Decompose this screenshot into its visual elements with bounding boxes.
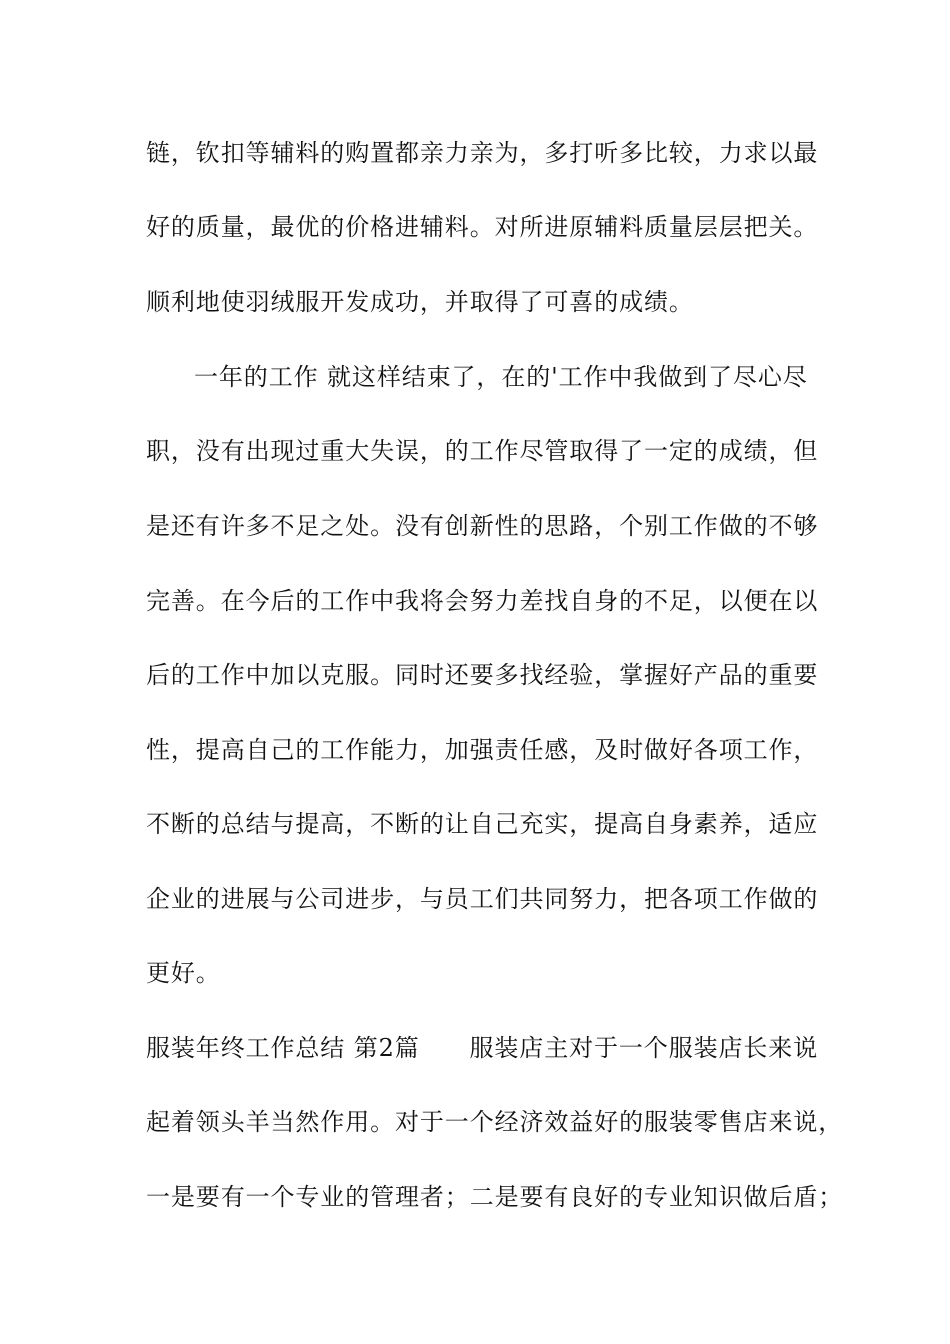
text-line-8: 后的工作中加以克服。同时还要多找经验，掌握好产品的重要: [146, 661, 819, 689]
text-line-12: 更好。: [146, 959, 221, 987]
text-line-4: 一年的工作 就这样结束了，在的'工作中我做到了尽心尽: [194, 363, 808, 391]
text-line-3: 顺利地使羽绒服开发成功，并取得了可喜的成绩。: [146, 288, 694, 316]
text-line-11: 企业的进展与公司进步，与员工们共同努力，把各项工作做的: [146, 885, 819, 913]
text-line-9: 性，提高自己的工作能力，加强责任感，及时做好各项工作，: [146, 736, 819, 764]
text-line-5: 职，没有出现过重大失误，的工作尽管取得了一定的成绩，但: [146, 437, 819, 465]
text-line-1: 链，钦扣等辅料的购置都亲力亲为，多打听多比较，力求以最: [146, 139, 819, 167]
text-line-14: 起着领头羊当然作用。对于一个经济效益好的服装零售店来说，: [146, 1108, 844, 1136]
text-line-10: 不断的总结与提高，不断的让自己充实，提高自身素养，适应: [146, 810, 819, 838]
text-line-15: 一是要有一个专业的管理者；二是要有良好的专业知识做后盾；: [146, 1183, 844, 1211]
text-line-7: 完善。在今后的工作中我将会努力差找自身的不足，以便在以: [146, 587, 819, 615]
section-heading-line: 服装年终工作总结 第2篇 服装店主对于一个服装店长来说: [146, 1034, 819, 1062]
text-line-6: 是还有许多不足之处。没有创新性的思路，个别工作做的不够: [146, 512, 819, 540]
text-line-2: 好的质量，最优的价格进辅料。对所进原辅料质量层层把关。: [146, 213, 819, 241]
